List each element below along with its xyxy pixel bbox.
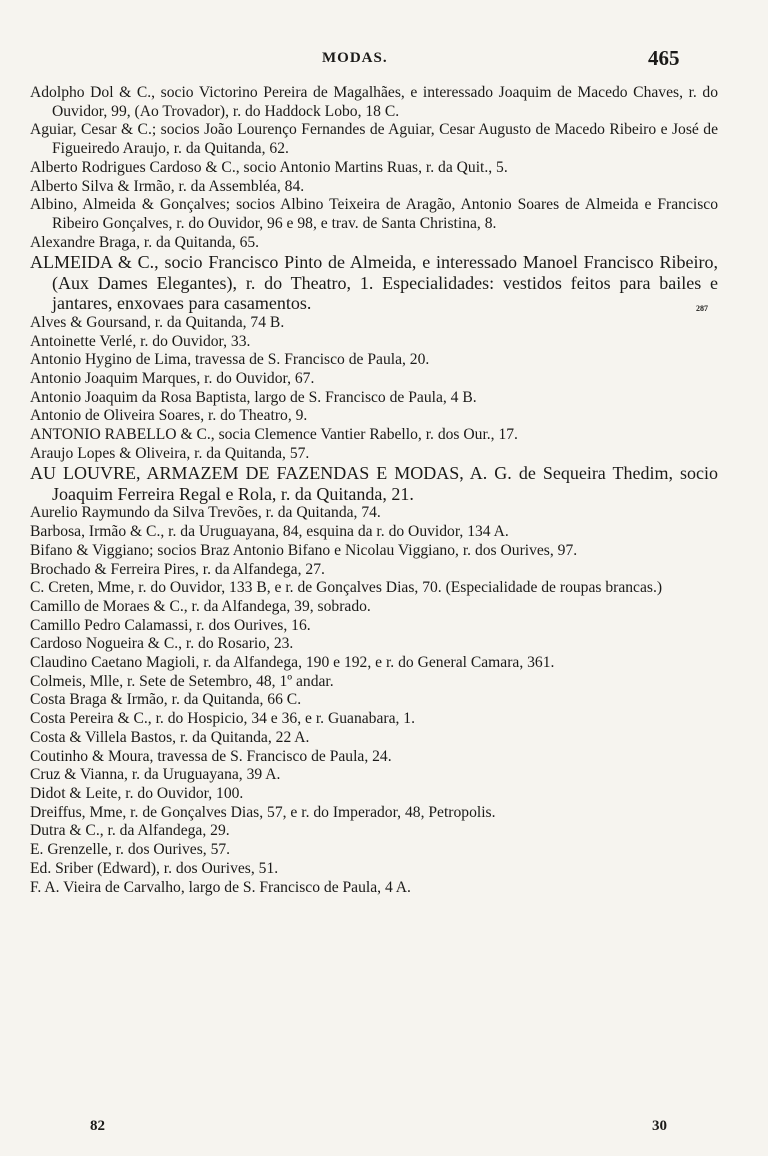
page-footer — [0, 1118, 768, 1140]
list-item — [30, 84, 718, 121]
list-item — [30, 159, 718, 178]
entry-text: Didot & Leite, r. do Ouvidor, 100. — [30, 785, 244, 802]
entry-text: ANTONIO RABELLO & C., socia Clemence Vantier Rabello, r. dos Our., 17. — [30, 426, 518, 444]
list-item — [30, 561, 718, 580]
entry-text: Costa Braga & Irmão, r. da Quitanda, 66 C. — [30, 691, 302, 709]
list-item — [30, 234, 718, 253]
entry-text: Barbosa, Irmão & C., r. da Uruguayana, 84, esquina da r. do Ouvidor, 134 A. — [30, 523, 509, 541]
entry-text: Costa & Villela Bastos, r. da Quitanda, 22 A. — [30, 728, 310, 746]
list-item — [30, 389, 718, 408]
entry-text: Camillo de Moraes & C., r. da Alfandega, 39, sobrado. — [30, 597, 371, 615]
entry-text: Alexandre Braga, r. da Quitanda, 65. — [30, 233, 260, 251]
list-item — [30, 579, 718, 598]
entry-text: Antonio Hygino de Lima, travessa de S. Francisco de Paula, 20. — [30, 351, 430, 369]
entry-text: Antonio de Oliveira Soares, r. do Theatro, 9. — [30, 407, 308, 425]
list-item — [30, 121, 718, 158]
entry-text: Alberto Silva & Irmão, r. da Assembléa, 84. — [30, 177, 305, 195]
entry-text: Camillo Pedro Calamassi, r. dos Ourives, 16. — [30, 616, 311, 634]
list-item — [30, 635, 718, 654]
list-item — [30, 333, 718, 352]
entry-text: Coutinho & Moura, travessa de S. Francisco de Paula, 24. — [30, 747, 392, 765]
entry-text: C. Creten, Mme, r. do Ouvidor, 133 B, e r. de Gonçalves Dias, 70. (Especialidade de roupas brancas.) — [30, 579, 663, 597]
list-item — [30, 729, 718, 748]
entry-text: Adolpho Dol & C., socio Victorino Pereira de Magalhães, e interessado Joaquim de Macedo Chaves, r. do Ouvidor, 99, (Ao Trovador), r. do Haddock Lobo, 18 C. — [30, 84, 718, 120]
list-item — [30, 748, 718, 767]
directory-entries — [30, 84, 718, 897]
list-item — [30, 617, 718, 636]
signature-mark-right: 30 — [652, 1118, 667, 1134]
list-item — [30, 407, 718, 426]
entry-text: AU LOUVRE, ARMAZEM DE FAZENDAS E MODAS, A. G. de Sequeira Thedim, socio Joaquim Ferreira Regal e Rola, r. da Quitanda, 21. — [30, 463, 718, 504]
entry-text: Dutra & C., r. da Alfandega, 29. — [30, 822, 230, 840]
list-item — [30, 654, 718, 673]
list-item — [30, 822, 718, 841]
page-number: 465 — [648, 46, 680, 70]
list-item — [30, 542, 718, 561]
list-item — [30, 785, 718, 804]
entry-text: ALMEIDA & C., socio Francisco Pinto de Almeida, e interessado Manoel Francisco Ribeiro, (Aux Dames Elegantes), r. do Theatro, 1. Especialidades: vestidos feitos para bailes e jantares, enxovaes para casamentos. — [30, 252, 718, 314]
entry-text: Albino, Almeida & Gonçalves; socios Albino Teixeira de Aragão, Antonio Soares de Almeida e Francisco Ribeiro Gonçalves, r. do Ouvidor, 96 e 98, e trav. de Santa Christina, 8. — [30, 196, 718, 232]
entry-text: Cruz & Vianna, r. da Uruguayana, 39 A. — [30, 766, 281, 784]
entry-text: Cardoso Nogueira & C., r. do Rosario, 23. — [30, 635, 294, 653]
entry-text: Antonio Joaquim Marques, r. do Ouvidor, 67. — [30, 369, 315, 387]
list-item — [30, 691, 718, 710]
list-item — [30, 504, 718, 523]
list-item — [30, 860, 718, 879]
entry-text: F. A. Vieira de Carvalho, largo de S. Francisco de Paula, 4 A. — [30, 878, 411, 896]
entry-text: Araujo Lopes & Oliveira, r. da Quitanda, 57. — [30, 444, 310, 462]
entry-text: Dreiffus, Mme, r. de Gonçalves Dias, 57, e r. do Imperador, 48, Petropolis. — [30, 803, 496, 821]
list-item — [30, 710, 718, 729]
list-item — [30, 879, 718, 898]
entry-text: Alberto Rodrigues Cardoso & C., socio Antonio Martins Ruas, r. da Quit., 5. — [30, 158, 508, 176]
entry-text: Brochado & Ferreira Pires, r. da Alfandega, 27. — [30, 560, 325, 578]
list-item-featured: ALMEIDA & C., socio Francisco Pinto de Almeida, e interessado Manoel Francisco Ribeiro, (Aux Dames Elegantes), r. do Theatro, 1. Especialidades: vestidos feitos para bailes e jantares, enxovaes para casamentos. 287 — [30, 252, 718, 314]
list-item — [30, 178, 718, 197]
entry-text: Antoinette Verlé, r. do Ouvidor, 33. — [30, 332, 251, 350]
list-item — [30, 426, 718, 445]
entry-text: Aurelio Raymundo da Silva Trevões, r. da Quitanda, 74. — [30, 504, 381, 522]
list-item — [30, 673, 718, 692]
entry-text: Claudino Caetano Magioli, r. da Alfandega, 190 e 192, e r. do General Camara, 361. — [30, 654, 555, 672]
list-item — [30, 804, 718, 823]
entry-text: Antonio Joaquim da Rosa Baptista, largo de S. Francisco de Paula, 4 B. — [30, 388, 477, 406]
entry-text: Aguiar, Cesar & C.; socios João Lourenço Fernandes de Aguiar, Cesar Augusto de Macedo Ribeiro e José de Figueiredo Araujo, r. da Quitanda, 62. — [30, 121, 718, 158]
entry-text: Colmeis, Mlle, r. Sete de Setembro, 48, 1º andar. — [30, 672, 334, 690]
signature-mark-left: 82 — [90, 1118, 105, 1134]
list-item — [30, 598, 718, 617]
entry-text: Costa Pereira & C., r. do Hospicio, 34 e 36, e r. Guanabara, 1. — [30, 710, 415, 728]
page-header — [0, 46, 768, 72]
list-item — [30, 351, 718, 370]
entry-text: Alves & Goursand, r. da Quitanda, 74 B. — [30, 313, 285, 331]
list-item — [30, 445, 718, 464]
list-item — [30, 766, 718, 785]
entry-text: Bifano & Viggiano; socios Braz Antonio Bifano e Nicolau Viggiano, r. dos Ourives, 97. — [30, 541, 578, 559]
list-item — [30, 841, 718, 860]
list-item — [30, 196, 718, 233]
list-item — [30, 314, 718, 333]
entry-text: Ed. Sriber (Edward), r. dos Ourives, 51. — [30, 859, 279, 877]
list-item — [30, 370, 718, 389]
list-item — [30, 523, 718, 542]
running-title: MODAS. — [322, 50, 388, 66]
entry-text: E. Grenzelle, r. dos Ourives, 57. — [30, 841, 231, 859]
list-item-featured — [30, 463, 718, 504]
